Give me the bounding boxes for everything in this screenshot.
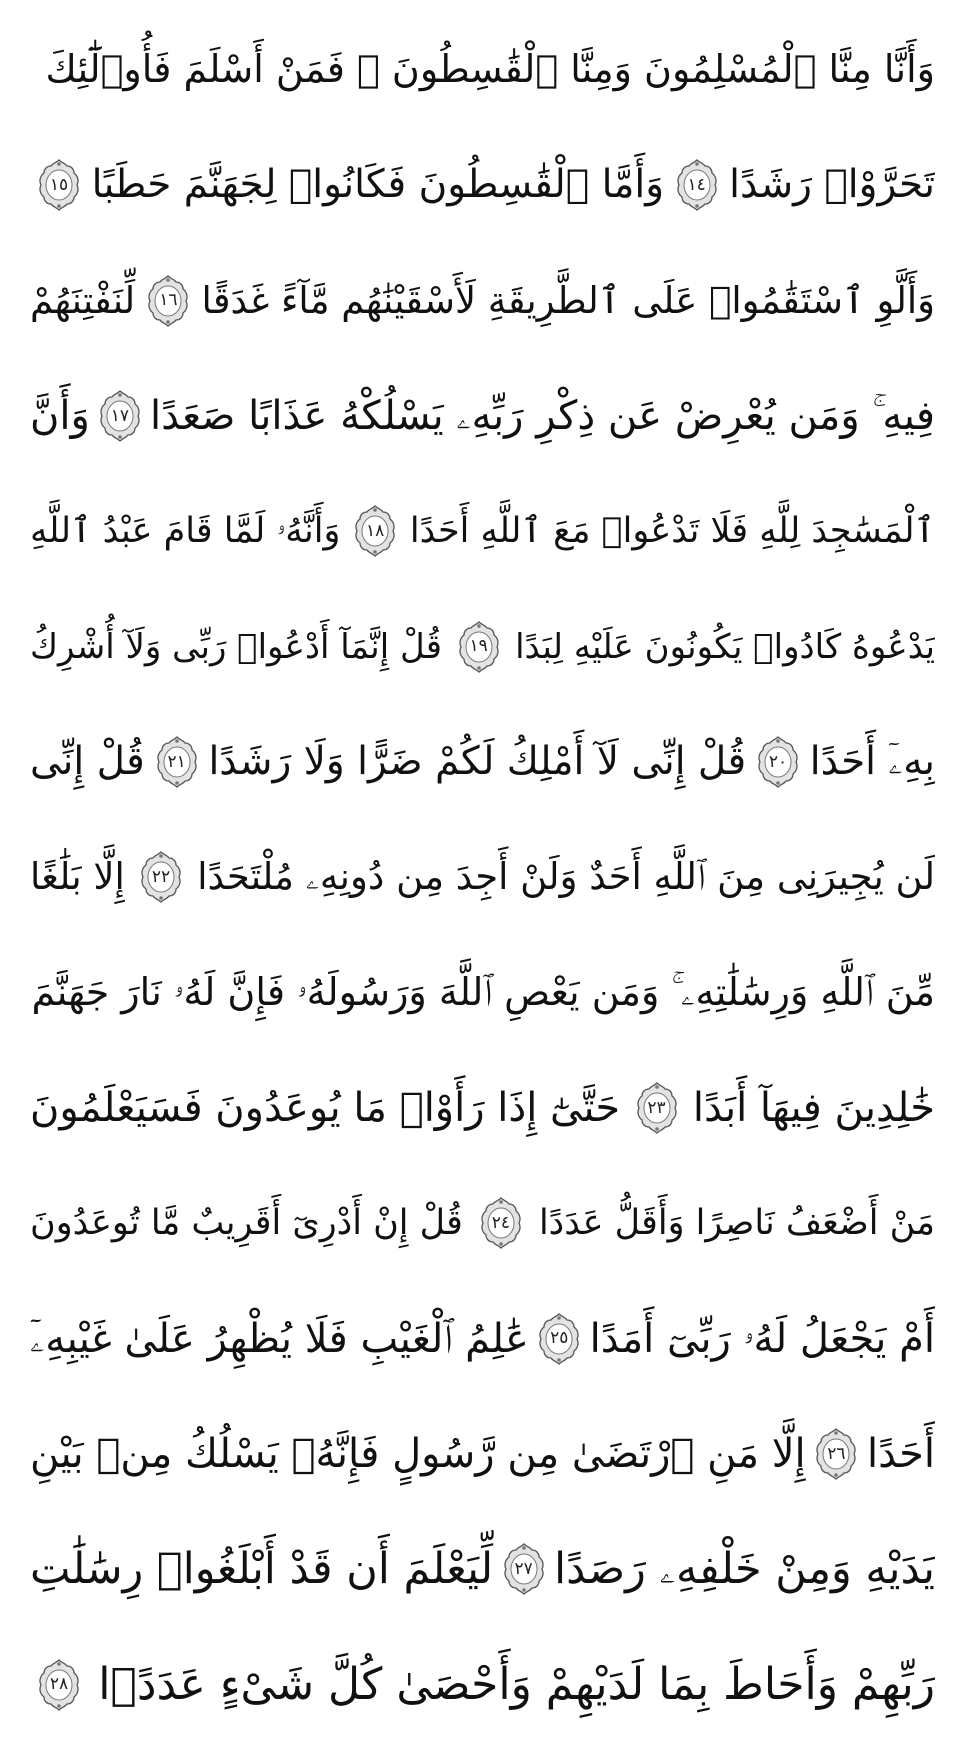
verse-text: وَأَنَّا مِنَّا ٱلْمُسْلِمُونَ وَمِنَّا ٱلْقَٰسِطُونَ ۖ فَمَنْ أَسْلَمَ فَأُو۟لَٰٓئِكَ xyxy=(45,47,935,92)
ayah-number-marker xyxy=(674,157,720,213)
ayah-number: ١٨ xyxy=(365,520,385,541)
verse-text: بِهِۦٓ أَحَدًا xyxy=(809,738,935,784)
verse-line xyxy=(30,714,935,810)
verse-text: أَمْ يَجْعَلُ لَهُۥ رَبِّىٓ أَمَدًا xyxy=(589,1315,935,1362)
verse-text: لِّنَفْتِنَهُمْ xyxy=(30,278,136,322)
verse-line xyxy=(30,22,935,118)
verse-text: لَن يُجِيرَنِى مِنَ ٱللَّهِ أَحَدٌ وَلَنْ أَجِدَ مِن دُونِهِۦ مُلْتَحَدًا xyxy=(197,855,935,899)
verse-text: فِيهِ ۚ وَمَن يُعْرِضْ عَن ذِكْرِ رَبِّهِۦ يَسْلُكْهُ عَذَابًا صَعَدًا xyxy=(149,393,935,440)
verse-text: قُلْ إِنَّمَآ أَدْعُوا۟ رَبِّى وَلَآ أُشْرِكُ xyxy=(30,626,443,667)
verse-text: تَحَرَّوْا۟ رَشَدًا xyxy=(729,162,935,207)
ayah-number: ٢٥ xyxy=(550,1328,569,1349)
verse-line xyxy=(30,1406,935,1502)
ayah-number: ٢٧ xyxy=(514,1558,533,1579)
verse-text: إِلَّا مَنِ ٱرْتَضَىٰ مِن رَّسُولٍ فَإِنَّهُۥ يَسْلُكُ مِنۢ بَيْنِ xyxy=(30,1431,806,1478)
verse-text: حَتَّىٰٓ إِذَا رَأَوْا۟ مَا يُوعَدُونَ فَسَيَعْلَمُونَ xyxy=(30,1085,621,1132)
verse-lines xyxy=(30,22,935,1733)
verse-text: وَأَمَّا ٱلْقَٰسِطُونَ فَكَانُوا۟ لِجَهَنَّمَ حَطَبًا xyxy=(91,162,665,207)
verse-text: مِّنَ ٱللَّهِ وَرِسَٰلَٰتِهِۦ ۚ وَمَن يَعْصِ ٱللَّهَ وَرَسُولَهُۥ فَإِنَّ لَهُۥ نَارَ جَهَنَّمَ xyxy=(31,970,935,1015)
verse-text: ٱلْمَسَٰجِدَ لِلَّهِ فَلَا تَدْعُوا۟ مَعَ ٱللَّهِ أَحَدًا xyxy=(409,510,935,551)
ayah-number: ٢٨ xyxy=(49,1674,69,1695)
ayah-number-marker xyxy=(97,388,143,444)
verse-line xyxy=(30,1637,935,1733)
verse-line xyxy=(30,829,935,925)
verse-line xyxy=(30,945,935,1041)
ayah-number-marker xyxy=(154,734,200,790)
verse-text: وَأَنَّ xyxy=(30,393,90,440)
ayah-number: ٢٢ xyxy=(151,866,171,887)
ayah-number-marker xyxy=(456,619,502,675)
verse-line xyxy=(30,483,935,579)
verse-line xyxy=(30,1291,935,1387)
ayah-number-marker xyxy=(145,273,191,329)
verse-text: قُلْ إِنِّى لَآ أَمْلِكُ لَكُمْ ضَرًّا وَلَا رَشَدًا xyxy=(208,738,747,784)
ayah-number-marker xyxy=(755,734,801,790)
verse-text: عَٰلِمُ ٱلْغَيْبِ فَلَا يُظْهِرُ عَلَىٰ غَيْبِهِۦٓ xyxy=(30,1315,529,1362)
verse-text: لِّيَعْلَمَ أَن قَدْ أَبْلَغُوا۟ رِسَٰلَٰتِ xyxy=(30,1543,494,1594)
ayah-number-marker xyxy=(36,1657,82,1713)
ayah-number: ٢٤ xyxy=(491,1212,511,1233)
verse-text: يَدْعُوهُ كَادُوا۟ يَكُونُونَ عَلَيْهِ لِبَدًا xyxy=(515,626,935,667)
verse-line xyxy=(30,368,935,464)
verse-text: يَدَيْهِ وَمِنْ خَلْفِهِۦ رَصَدًا xyxy=(554,1543,935,1594)
ayah-number-marker xyxy=(501,1541,547,1597)
verse-text: قُلْ إِنْ أَدْرِىٓ أَقَرِيبٌ مَّا تُوعَدُونَ xyxy=(30,1202,463,1243)
ayah-number-marker xyxy=(634,1080,680,1136)
ayah-number: ١٩ xyxy=(469,636,488,657)
ayah-number: ٢٣ xyxy=(647,1097,666,1118)
verse-text: وَأَنَّهُۥ لَمَّا قَامَ عَبْدُ ٱللَّهِ xyxy=(30,510,341,551)
ayah-number-marker xyxy=(352,503,398,559)
verse-text: إِلَّا بَلَٰغًا xyxy=(30,855,125,899)
verse-line xyxy=(30,1060,935,1156)
verse-line xyxy=(30,599,935,695)
verse-text: أَحَدًا xyxy=(867,1431,935,1478)
verse-text: وَأَلَّوِ ٱسْتَقَٰمُوا۟ عَلَى ٱلطَّرِيقَةِ لَأَسْقَيْنَٰهُم مَّآءً غَدَقًا xyxy=(201,278,935,322)
verse-text: رَبِّهِمْ وَأَحَاطَ بِمَا لَدَيْهِمْ وَأَحْصَىٰ كُلَّ شَىْءٍ عَدَدًۢا xyxy=(98,1659,935,1711)
verse-line xyxy=(30,137,935,233)
ayah-number-marker xyxy=(813,1426,859,1482)
verse-text: خَٰلِدِينَ فِيهَآ أَبَدًا xyxy=(692,1085,935,1132)
ayah-number: ١٥ xyxy=(49,174,69,195)
ayah-number-marker xyxy=(36,157,82,213)
verse-text: مَنْ أَضْعَفُ نَاصِرًا وَأَقَلُّ عَدَدًا xyxy=(538,1202,935,1243)
verse-line xyxy=(30,253,935,349)
ayah-number: ١٤ xyxy=(687,174,706,195)
ayah-number: ١٦ xyxy=(159,290,178,311)
ayah-number-marker xyxy=(478,1195,524,1251)
verse-line xyxy=(30,1521,935,1617)
ayah-number: ٢٦ xyxy=(827,1443,846,1464)
ayah-number: ١٧ xyxy=(110,405,130,426)
verse-line xyxy=(30,1175,935,1271)
ayah-number: ٢٠ xyxy=(768,751,788,772)
ayah-number-marker xyxy=(138,849,184,905)
ayah-number: ٢١ xyxy=(167,751,186,772)
ayah-number-marker xyxy=(536,1311,582,1367)
verse-text: قُلْ إِنِّى xyxy=(30,738,145,784)
